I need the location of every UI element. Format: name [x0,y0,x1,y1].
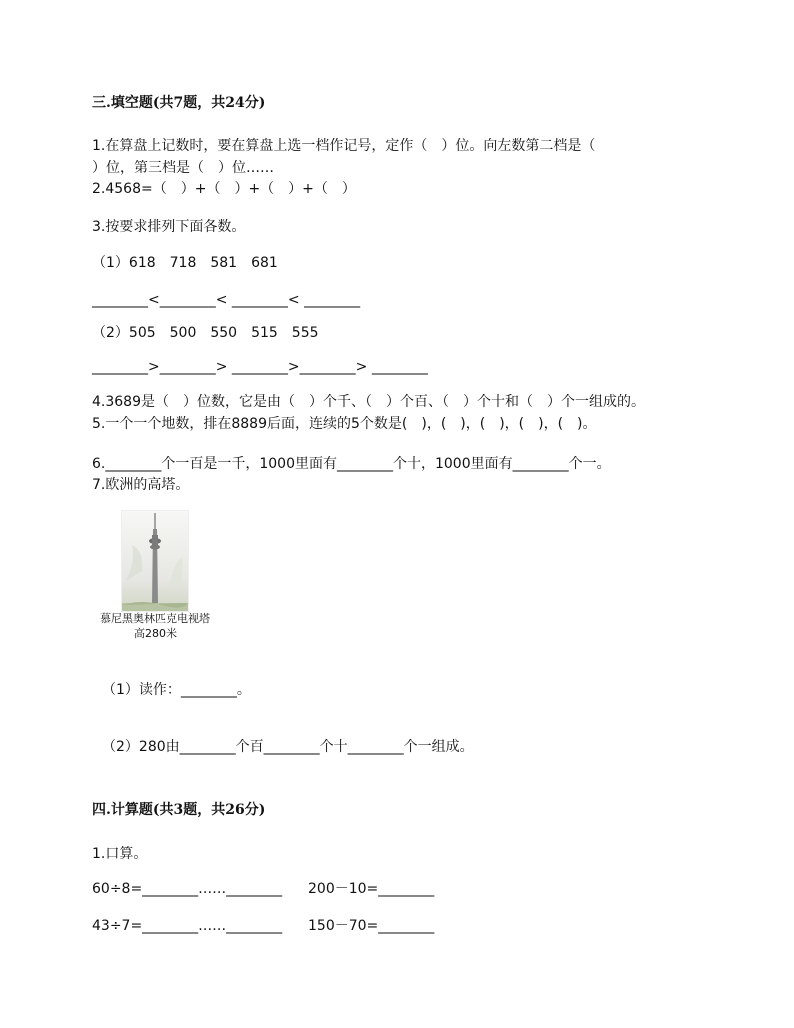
calc-row-1-left: 60÷8=________……________ [92,881,283,897]
question-6: 6.________个一百是一千，1000里面有________个十，1000里面有________个一。 [92,456,611,472]
tv-tower-icon [122,511,188,611]
question-3-part-1-blanks: ________<________< ________< ________ [92,292,361,308]
question-7: 7.欧洲的高塔。 [92,477,190,493]
question-1-line-1: 1.在算盘上记数时，要在算盘上选一档作记号，定作（ ）位。向左数第二档是（ [92,138,596,154]
calc-row-2-left: 43÷7=________……________ [92,918,283,934]
question-3-part-2-numbers: （2）505 500 550 515 555 [92,325,319,341]
calc-row-1-right: 200－10=________ [308,881,435,897]
section-4-heading: 四.计算题(共3题，共26分) [92,802,266,818]
question-7-part-2: （2）280由________个百________个十________个一组成。 [102,739,474,755]
tower-caption-name: 慕尼黑奥林匹克电视塔 [100,612,210,625]
calc-row-2-right: 150－70=________ [308,918,435,934]
calc-question-1: 1.口算。 [92,846,148,862]
question-7-part-1: （1）读作：________。 [102,682,251,698]
tower-caption-height: 高280米 [134,627,177,640]
question-3: 3.按要求排列下面各数。 [92,219,246,235]
question-4: 4.3689是（ ）位数，它是由（ ）个千、（ ）个百、（ ）个十和（ ）个一组成的。 [92,394,645,410]
question-1-line-2: ）位，第三档是（ ）位…… [92,160,274,176]
question-5: 5.一个一个地数，排在8889后面，连续的5个数是( )，( )，( )，( )，( )。 [92,416,597,432]
question-2: 2.4568=（ ）+（ ）+（ ）+（ ） [92,181,356,197]
question-3-part-2-blanks: ________>________> ________>________> ________ [92,359,428,375]
tower-image [121,510,189,612]
section-3-heading: 三.填空题(共7题，共24分) [92,95,266,111]
question-3-part-1-numbers: （1）618 718 581 681 [92,255,278,271]
